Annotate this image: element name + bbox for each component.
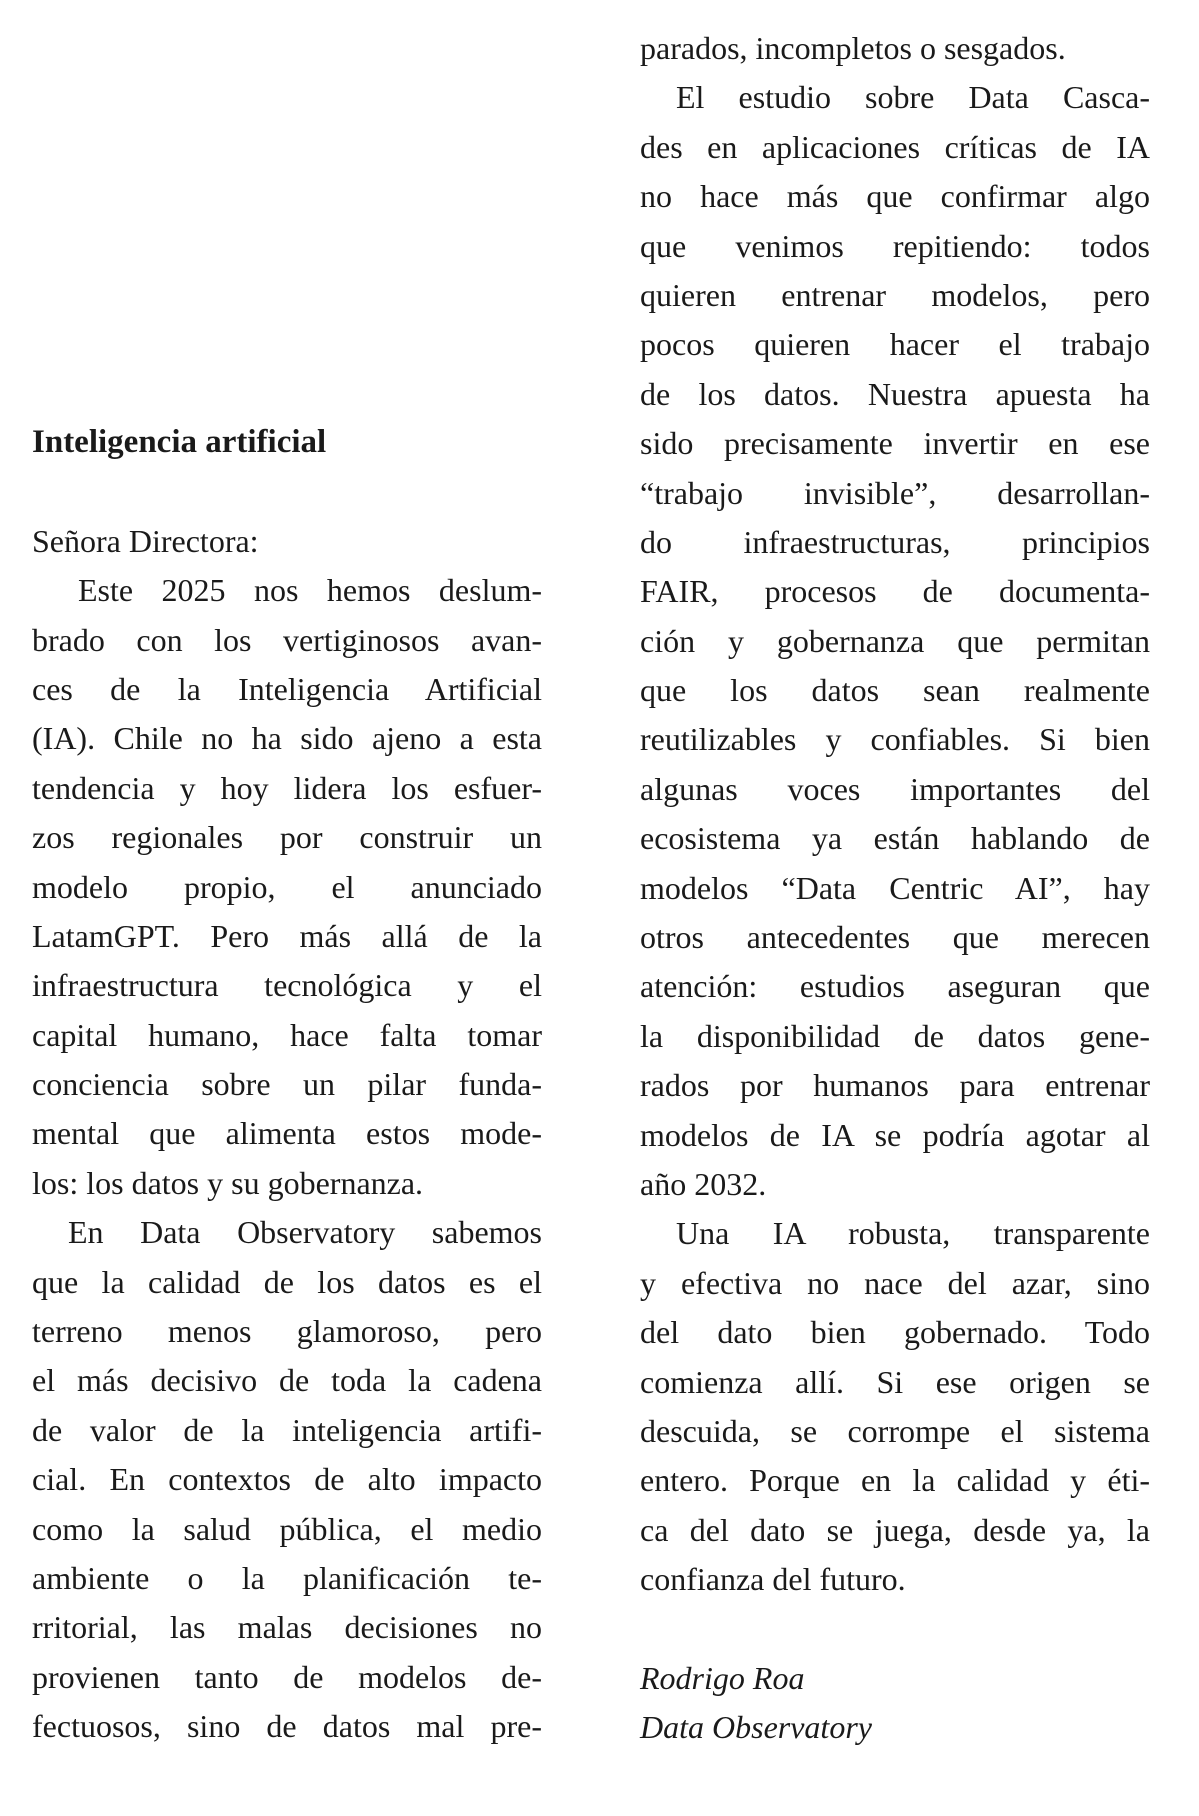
text-line: no hace más que confirmar algo	[640, 178, 1150, 215]
text-line: provienen tanto de modelos de-	[32, 1658, 542, 1695]
text-line: ambiente o la planificación te-	[32, 1559, 542, 1596]
text-line: modelos “Data Centric AI”, hay	[640, 869, 1150, 906]
text-line: do infraestructuras, principios	[640, 523, 1150, 560]
text-line: ecosistema ya están hablando de	[640, 820, 1150, 857]
text-line: FAIR, procesos de documenta-	[640, 573, 1150, 610]
left-column	[32, 418, 542, 1752]
text-line: confianza del futuro.	[640, 1561, 906, 1598]
text-line: modelos de IA se podría agotar al	[640, 1116, 1150, 1153]
text-line: mental que alimenta estos mode-	[32, 1115, 542, 1152]
text-line: rritorial, las malas decisiones no	[32, 1609, 542, 1646]
text-line: capital humano, hace falta tomar	[32, 1016, 542, 1053]
text-line: LatamGPT. Pero más allá de la	[32, 917, 542, 954]
text-line: conciencia sobre un pilar funda-	[32, 1066, 542, 1103]
text-line: terreno menos glamoroso, pero	[32, 1313, 542, 1350]
text-line: Una IA robusta, transparente	[676, 1215, 1150, 1252]
text-line: como la salud pública, el medio	[32, 1510, 542, 1547]
text-line: brado con los vertiginosos avan-	[32, 621, 542, 658]
spacer	[32, 467, 542, 516]
text-line: comienza allí. Si ese origen se	[640, 1363, 1150, 1400]
text-line: año 2032.	[640, 1165, 767, 1202]
text-line: algunas voces importantes del	[640, 770, 1150, 807]
text-line: quieren entrenar modelos, pero	[640, 276, 1150, 313]
text-line: “trabajo invisible”, desarrollan-	[640, 474, 1150, 511]
text-line: reutilizables y confiables. Si bien	[640, 721, 1150, 758]
text-line: infraestructura tecnológica y el	[32, 967, 542, 1004]
paragraph-2	[32, 1208, 542, 1751]
text-line: ces de la Inteligencia Artificial	[32, 670, 542, 707]
spacer	[640, 1605, 1150, 1654]
text-line: otros antecedentes que merecen	[640, 919, 1150, 956]
paragraph-4	[640, 1209, 1150, 1604]
signature-organization: Data Observatory	[640, 1709, 872, 1746]
text-line: fectuosos, sino de datos mal pre-	[32, 1708, 542, 1745]
signature-name: Rodrigo Roa	[640, 1659, 805, 1696]
text-line: que la calidad de los datos es el	[32, 1263, 542, 1300]
text-line: entero. Porque en la calidad y éti-	[640, 1462, 1150, 1499]
text-line: ca del dato se juega, desde ya, la	[640, 1511, 1150, 1548]
text-line: y efectiva no nace del azar, sino	[640, 1264, 1150, 1301]
text-line: modelo propio, el anunciado	[32, 868, 542, 905]
text-line: des en aplicaciones críticas de IA	[640, 128, 1150, 165]
text-line: descuida, se corrompe el sistema	[640, 1412, 1150, 1449]
right-column	[640, 24, 1150, 1753]
text-line: el más decisivo de toda la cadena	[32, 1362, 542, 1399]
text-line: que los datos sean realmente	[640, 672, 1150, 709]
text-line: atención: estudios aseguran que	[640, 968, 1150, 1005]
text-line: El estudio sobre Data Casca-	[676, 79, 1150, 116]
text-line: Este 2025 nos hemos deslum-	[78, 572, 542, 609]
text-line: que venimos repitiendo: todos	[640, 227, 1150, 264]
text-line: de valor de la inteligencia artifi-	[32, 1411, 542, 1448]
text-line: de los datos. Nuestra apuesta ha	[640, 375, 1150, 412]
text-line: ción y gobernanza que permitan	[640, 622, 1150, 659]
text-line: cial. En contextos de alto impacto	[32, 1461, 542, 1498]
text-line: sido precisamente invertir en ese	[640, 425, 1150, 462]
text-line: (IA). Chile no ha sido ajeno a esta	[32, 720, 542, 757]
text-line: zos regionales por construir un	[32, 819, 542, 856]
text-line: tendencia y hoy lidera los esfuer-	[32, 769, 542, 806]
letter-heading: Inteligencia artificial	[32, 424, 327, 460]
text-line: los: los datos y su gobernanza.	[32, 1164, 424, 1201]
text-line: parados, incompletos o sesgados.	[640, 30, 1066, 66]
text-line: del dato bien gobernado. Todo	[640, 1314, 1150, 1351]
salutation: Señora Directora:	[32, 522, 259, 559]
text-line: rados por humanos para entrenar	[640, 1067, 1150, 1104]
text-line: la disponibilidad de datos gene-	[640, 1017, 1150, 1054]
paragraph-3	[640, 73, 1150, 1209]
text-line: En Data Observatory sabemos	[68, 1214, 542, 1251]
paragraph-1	[32, 566, 542, 1208]
text-line: pocos quieren hacer el trabajo	[640, 326, 1150, 363]
